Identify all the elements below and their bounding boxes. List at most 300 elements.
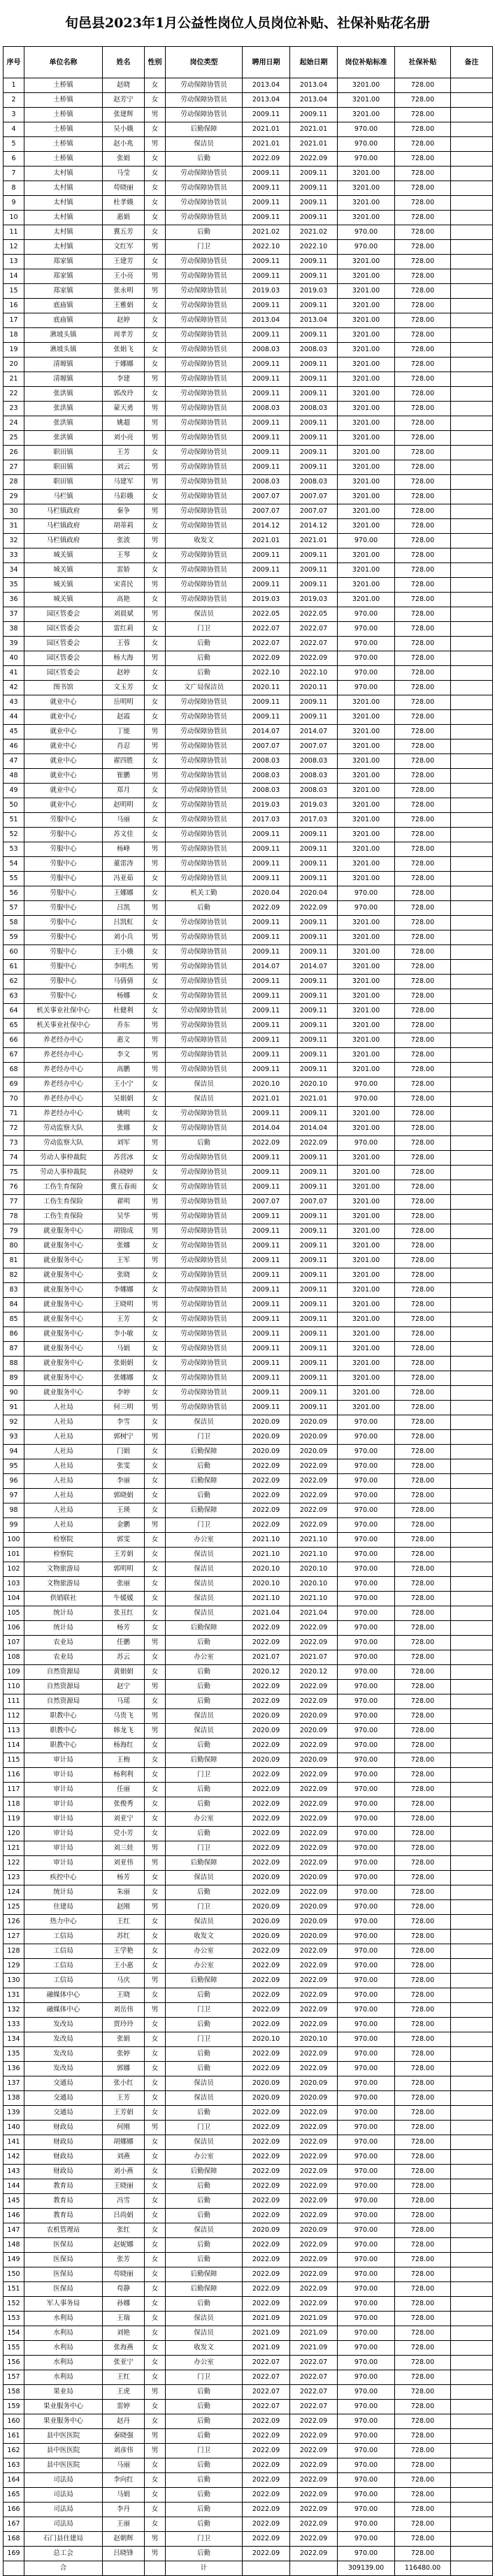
cell-name: 刘亚伟 bbox=[103, 1856, 145, 1871]
table-row bbox=[3, 1268, 493, 1283]
cell-start-date: 2009.11 bbox=[290, 196, 338, 211]
cell-remark bbox=[451, 1224, 493, 1239]
cell-post-type: 劳动保障协管员 bbox=[166, 1283, 243, 1298]
cell-name: 李文 bbox=[103, 1048, 145, 1063]
cell-subsidy: 970.00 bbox=[338, 2370, 395, 2385]
cell-remark bbox=[451, 622, 493, 637]
cell-gender: 男 bbox=[145, 2385, 166, 2400]
cell-remark bbox=[451, 1430, 493, 1445]
table-row bbox=[3, 2473, 493, 2488]
cell-name: 马莹 bbox=[103, 167, 145, 181]
cell-subsidy: 3201.00 bbox=[338, 1254, 395, 1268]
table-row bbox=[3, 1445, 493, 1459]
cell-name: 王小娥 bbox=[103, 945, 145, 960]
cell-social: 728.00 bbox=[395, 372, 451, 387]
cell-gender: 女 bbox=[145, 2517, 166, 2532]
table-row bbox=[3, 1694, 493, 1709]
cell-index: 20 bbox=[3, 358, 24, 372]
cell-index: 14 bbox=[3, 269, 24, 284]
cell-name: 雷娇 bbox=[103, 563, 145, 578]
cell-name: 崔鹏 bbox=[103, 769, 145, 784]
cell-name: 张红 bbox=[103, 2223, 145, 2238]
cell-remark bbox=[451, 1562, 493, 1577]
cell-social: 728.00 bbox=[395, 240, 451, 255]
cell-remark bbox=[451, 1342, 493, 1357]
table-row bbox=[3, 1107, 493, 1121]
cell-unit: 就业服务中心 bbox=[24, 1327, 103, 1342]
cell-unit: 审计局 bbox=[24, 1827, 103, 1841]
cell-hire-date: 2020.09 bbox=[243, 1871, 290, 1885]
cell-remark bbox=[451, 2150, 493, 2165]
cell-start-date: 2007.07 bbox=[290, 739, 338, 754]
cell-gender: 女 bbox=[145, 637, 166, 651]
cell-start-date: 2022.09 bbox=[290, 1136, 338, 1151]
cell-subsidy: 3201.00 bbox=[338, 519, 395, 534]
cell-hire-date: 2022.10 bbox=[243, 240, 290, 255]
cell-name: 李明杰 bbox=[103, 960, 145, 975]
cell-remark bbox=[451, 1518, 493, 1533]
cell-subsidy: 970.00 bbox=[338, 1739, 395, 1753]
table-row bbox=[3, 872, 493, 886]
cell-gender: 男 bbox=[145, 2547, 166, 2561]
cell-gender: 男 bbox=[145, 108, 166, 122]
cell-post-type: 劳动保障协管员 bbox=[166, 710, 243, 725]
cell-hire-date: 2022.09 bbox=[243, 2473, 290, 2488]
cell-remark bbox=[451, 607, 493, 622]
cell-index: 12 bbox=[3, 240, 24, 255]
cell-remark bbox=[451, 886, 493, 901]
cell-index: 6 bbox=[3, 152, 24, 167]
cell-name: 惠文 bbox=[103, 1033, 145, 1048]
cell-gender: 女 bbox=[145, 2458, 166, 2473]
cell-remark bbox=[451, 196, 493, 211]
cell-hire-date: 2022.09 bbox=[243, 1621, 290, 1636]
cell-hire-date: 2009.11 bbox=[243, 578, 290, 593]
cell-subsidy: 3201.00 bbox=[338, 1107, 395, 1121]
cell-post-type: 后勤 bbox=[166, 637, 243, 651]
cell-unit: 太村镇 bbox=[24, 196, 103, 211]
cell-hire-date: 2022.09 bbox=[243, 2503, 290, 2517]
table-row bbox=[3, 1489, 493, 1503]
cell-remark bbox=[451, 1371, 493, 1386]
cell-subsidy: 3201.00 bbox=[338, 710, 395, 725]
cell-unit: 交通局 bbox=[24, 2106, 103, 2121]
cell-remark bbox=[451, 460, 493, 475]
cell-index: 147 bbox=[3, 2223, 24, 2238]
cell-remark bbox=[451, 78, 493, 93]
cell-start-date: 2013.04 bbox=[290, 78, 338, 93]
cell-start-date: 2009.11 bbox=[290, 1401, 338, 1415]
cell-hire-date: 2009.11 bbox=[243, 416, 290, 431]
cell-name: 杨海红 bbox=[103, 1739, 145, 1753]
cell-post-type: 保洁员 bbox=[166, 1415, 243, 1430]
cell-remark bbox=[451, 930, 493, 945]
cell-subsidy: 970.00 bbox=[338, 2400, 395, 2414]
cell-name: 刘小兵 bbox=[103, 930, 145, 945]
cell-post-type: 后勤 bbox=[166, 651, 243, 666]
cell-social: 728.00 bbox=[395, 1357, 451, 1371]
cell-start-date: 2009.11 bbox=[290, 1327, 338, 1342]
cell-start-date: 2022.09 bbox=[290, 2444, 338, 2458]
cell-post-type: 保洁员 bbox=[166, 2312, 243, 2326]
cell-post-type: 保洁员 bbox=[166, 1871, 243, 1885]
cell-start-date: 2020.09 bbox=[290, 1445, 338, 1459]
cell-remark bbox=[451, 1548, 493, 1562]
cell-remark bbox=[451, 1503, 493, 1518]
cell-name: 张海燕 bbox=[103, 2341, 145, 2356]
cell-subsidy: 3201.00 bbox=[338, 754, 395, 769]
table-row bbox=[3, 1944, 493, 1959]
cell-social: 728.00 bbox=[395, 1548, 451, 1562]
cell-social: 728.00 bbox=[395, 1988, 451, 2003]
cell-remark bbox=[451, 2047, 493, 2062]
table-row bbox=[3, 152, 493, 167]
cell-post-type: 劳动保障协管员 bbox=[166, 446, 243, 460]
cell-gender: 女 bbox=[145, 1151, 166, 1166]
cell-start-date: 2009.11 bbox=[290, 1386, 338, 1401]
cell-index: 89 bbox=[3, 1371, 24, 1386]
cell-start-date: 2022.07 bbox=[290, 2385, 338, 2400]
cell-gender: 男 bbox=[145, 930, 166, 945]
cell-name: 刘燕 bbox=[103, 2150, 145, 2165]
cell-start-date: 2009.11 bbox=[290, 1342, 338, 1357]
cell-gender: 女 bbox=[145, 78, 166, 93]
cell-gender: 女 bbox=[145, 2032, 166, 2047]
cell-remark bbox=[451, 637, 493, 651]
cell-post-type: 后勤 bbox=[166, 1489, 243, 1503]
cell-hire-date: 2009.11 bbox=[243, 1312, 290, 1327]
cell-gender: 女 bbox=[145, 2312, 166, 2326]
cell-start-date: 2020.09 bbox=[290, 1915, 338, 1930]
cell-remark bbox=[451, 1386, 493, 1401]
cell-social: 728.00 bbox=[395, 1077, 451, 1092]
cell-social: 728.00 bbox=[395, 416, 451, 431]
cell-gender: 男 bbox=[145, 1401, 166, 1415]
cell-social: 728.00 bbox=[395, 78, 451, 93]
cell-gender: 女 bbox=[145, 1562, 166, 1577]
cell-name: 雷红莉 bbox=[103, 622, 145, 637]
cell-start-date: 2013.04 bbox=[290, 93, 338, 108]
cell-unit: 就业中心 bbox=[24, 725, 103, 739]
cell-social: 728.00 bbox=[395, 504, 451, 519]
cell-social: 728.00 bbox=[395, 1812, 451, 1827]
col-header-social: 社保补贴 bbox=[395, 47, 451, 78]
cell-unit: 融媒体中心 bbox=[24, 2003, 103, 2018]
cell-unit: 人社局 bbox=[24, 1503, 103, 1518]
cell-unit: 人社局 bbox=[24, 1430, 103, 1445]
cell-post-type: 后勤 bbox=[166, 1988, 243, 2003]
cell-start-date: 2007.07 bbox=[290, 1195, 338, 1210]
cell-remark bbox=[451, 2032, 493, 2047]
cell-remark bbox=[451, 1077, 493, 1092]
cell-gender: 女 bbox=[145, 167, 166, 181]
cell-remark bbox=[451, 358, 493, 372]
cell-post-type: 劳动保障协管员 bbox=[166, 828, 243, 842]
cell-remark bbox=[451, 1166, 493, 1180]
cell-remark bbox=[451, 181, 493, 196]
cell-gender: 女 bbox=[145, 872, 166, 886]
cell-post-type: 劳动保障协管员 bbox=[166, 1386, 243, 1401]
table-row bbox=[3, 2209, 493, 2223]
cell-index: 90 bbox=[3, 1386, 24, 1401]
cell-unit: 园区管委会 bbox=[24, 651, 103, 666]
table-row bbox=[3, 1562, 493, 1577]
cell-start-date: 2022.09 bbox=[290, 2414, 338, 2429]
cell-remark bbox=[451, 2297, 493, 2312]
cell-subsidy: 3201.00 bbox=[338, 78, 395, 93]
cell-name: 刘云 bbox=[103, 460, 145, 475]
table-row bbox=[3, 2488, 493, 2503]
cell-gender: 女 bbox=[145, 343, 166, 358]
cell-social: 728.00 bbox=[395, 1900, 451, 1915]
cell-hire-date: 2022.09 bbox=[243, 1959, 290, 1974]
cell-unit: 机关事业社保中心 bbox=[24, 1004, 103, 1019]
table-row bbox=[3, 196, 493, 211]
cell-social: 728.00 bbox=[395, 1665, 451, 1680]
cell-social: 728.00 bbox=[395, 2018, 451, 2032]
cell-subsidy: 970.00 bbox=[338, 2135, 395, 2150]
cell-post-type: 劳动保障协管员 bbox=[166, 842, 243, 857]
cell-post-type: 后勤保障 bbox=[166, 1856, 243, 1871]
cell-post-type: 劳动保障协管员 bbox=[166, 725, 243, 739]
cell-social: 728.00 bbox=[395, 2062, 451, 2076]
cell-start-date: 2022.09 bbox=[290, 901, 338, 916]
cell-post-type: 劳动保障协管员 bbox=[166, 1254, 243, 1268]
cell-subsidy: 970.00 bbox=[338, 2018, 395, 2032]
cell-name: 郭娜 bbox=[103, 2062, 145, 2076]
cell-post-type: 保洁员 bbox=[166, 137, 243, 152]
cell-subsidy: 970.00 bbox=[338, 622, 395, 637]
cell-hire-date: 2022.09 bbox=[243, 2458, 290, 2473]
cell-index: 23 bbox=[3, 402, 24, 416]
cell-index: 105 bbox=[3, 1606, 24, 1621]
cell-hire-date: 2022.09 bbox=[243, 1694, 290, 1709]
cell-social: 728.00 bbox=[395, 2488, 451, 2503]
cell-hire-date: 2022.09 bbox=[243, 1680, 290, 1694]
cell-social: 728.00 bbox=[395, 1606, 451, 1621]
cell-hire-date: 2022.09 bbox=[243, 1797, 290, 1812]
cell-start-date: 2009.11 bbox=[290, 446, 338, 460]
table-row bbox=[3, 1503, 493, 1518]
cell-index: 31 bbox=[3, 519, 24, 534]
cell-post-type: 劳动保障协管员 bbox=[166, 945, 243, 960]
cell-hire-date: 2021.01 bbox=[243, 1092, 290, 1107]
cell-start-date: 2014.12 bbox=[290, 519, 338, 534]
cell-index: 154 bbox=[3, 2326, 24, 2341]
cell-post-type: 门卫 bbox=[166, 1900, 243, 1915]
cell-hire-date: 2022.09 bbox=[243, 1974, 290, 1988]
cell-hire-date: 2008.03 bbox=[243, 475, 290, 490]
cell-remark bbox=[451, 1739, 493, 1753]
cell-unit: 土桥镇 bbox=[24, 137, 103, 152]
cell-index: 78 bbox=[3, 1210, 24, 1224]
cell-index: 129 bbox=[3, 1959, 24, 1974]
cell-unit: 图书馆 bbox=[24, 681, 103, 695]
cell-name: 张娟 bbox=[103, 2032, 145, 2047]
cell-hire-date: 2009.11 bbox=[243, 710, 290, 725]
cell-subsidy: 3201.00 bbox=[338, 739, 395, 754]
cell-unit: 总工会 bbox=[24, 2547, 103, 2561]
cell-gender: 女 bbox=[145, 1930, 166, 1944]
cell-gender: 女 bbox=[145, 2135, 166, 2150]
cell-post-type: 劳动保障协管员 bbox=[166, 813, 243, 828]
cell-hire-date: 2022.09 bbox=[243, 2106, 290, 2121]
cell-remark bbox=[451, 1871, 493, 1885]
cell-hire-date: 2022.09 bbox=[243, 2297, 290, 2312]
cell-remark bbox=[451, 1048, 493, 1063]
cell-name: 冯雪 bbox=[103, 2194, 145, 2209]
cell-remark bbox=[451, 1650, 493, 1665]
cell-name: 吴华 bbox=[103, 1210, 145, 1224]
cell-subsidy: 3201.00 bbox=[338, 1166, 395, 1180]
cell-start-date: 2009.11 bbox=[290, 431, 338, 446]
cell-name: 刘小燕 bbox=[103, 2165, 145, 2179]
cell-social: 728.00 bbox=[395, 255, 451, 269]
cell-unit: 太村镇 bbox=[24, 181, 103, 196]
cell-index: 74 bbox=[3, 1151, 24, 1166]
cell-post-type: 收发文 bbox=[166, 534, 243, 549]
total-row bbox=[3, 2561, 493, 2576]
cell-gender: 男 bbox=[145, 534, 166, 549]
cell-gender: 男 bbox=[145, 475, 166, 490]
cell-gender: 女 bbox=[145, 1665, 166, 1680]
cell-post-type: 后勤 bbox=[166, 1739, 243, 1753]
cell-name: 李建 bbox=[103, 372, 145, 387]
cell-hire-date: 2022.09 bbox=[243, 1856, 290, 1871]
cell-unit: 水利局 bbox=[24, 2312, 103, 2326]
cell-hire-date: 2007.07 bbox=[243, 1195, 290, 1210]
cell-gender: 女 bbox=[145, 446, 166, 460]
cell-start-date: 2022.05 bbox=[290, 607, 338, 622]
cell-index: 75 bbox=[3, 1166, 24, 1180]
cell-index: 36 bbox=[3, 593, 24, 607]
cell-start-date: 2009.11 bbox=[290, 916, 338, 930]
cell-post-type: 劳动保障协管员 bbox=[166, 78, 243, 93]
cell-unit: 工信局 bbox=[24, 1959, 103, 1974]
table-row bbox=[3, 2121, 493, 2135]
cell-hire-date: 2013.04 bbox=[243, 313, 290, 328]
cell-name: 刘军 bbox=[103, 1136, 145, 1151]
cell-start-date: 2009.11 bbox=[290, 167, 338, 181]
cell-subsidy: 970.00 bbox=[338, 901, 395, 916]
cell-index: 126 bbox=[3, 1915, 24, 1930]
cell-name: 王建芳 bbox=[103, 255, 145, 269]
cell-unit: 郑家镇 bbox=[24, 284, 103, 299]
cell-subsidy: 3201.00 bbox=[338, 328, 395, 343]
cell-start-date: 2007.07 bbox=[290, 504, 338, 519]
cell-unit: 劳服中心 bbox=[24, 886, 103, 901]
cell-unit: 城关镇 bbox=[24, 549, 103, 563]
cell-index: 139 bbox=[3, 2106, 24, 2121]
cell-name: 赵芳宁 bbox=[103, 93, 145, 108]
cell-subsidy: 970.00 bbox=[338, 1606, 395, 1621]
cell-unit: 工信局 bbox=[24, 1974, 103, 1988]
cell-index: 116 bbox=[3, 1768, 24, 1783]
cell-start-date: 2009.11 bbox=[290, 1224, 338, 1239]
cell-social: 728.00 bbox=[395, 1136, 451, 1151]
cell-unit: 就业中心 bbox=[24, 695, 103, 710]
cell-index: 77 bbox=[3, 1195, 24, 1210]
cell-subsidy: 970.00 bbox=[338, 1474, 395, 1489]
cell-unit: 人社局 bbox=[24, 1489, 103, 1503]
cell-hire-date: 2021.10 bbox=[243, 1533, 290, 1548]
cell-hire-date: 2009.11 bbox=[243, 1019, 290, 1033]
cell-remark bbox=[451, 563, 493, 578]
cell-hire-date: 2009.11 bbox=[243, 358, 290, 372]
cell-subsidy: 970.00 bbox=[338, 240, 395, 255]
cell-social: 728.00 bbox=[395, 122, 451, 137]
cell-remark bbox=[451, 960, 493, 975]
cell-index: 106 bbox=[3, 1621, 24, 1636]
table-row bbox=[3, 1709, 493, 1724]
cell-hire-date: 2020.09 bbox=[243, 1724, 290, 1739]
cell-index: 82 bbox=[3, 1268, 24, 1283]
cell-post-type: 门卫 bbox=[166, 1430, 243, 1445]
cell-social: 728.00 bbox=[395, 1342, 451, 1357]
cell-subsidy: 970.00 bbox=[338, 1092, 395, 1107]
cell-hire-date: 2009.11 bbox=[243, 372, 290, 387]
cell-social: 728.00 bbox=[395, 695, 451, 710]
cell-name: 孙娜 bbox=[103, 2297, 145, 2312]
cell-unit: 职田镇 bbox=[24, 475, 103, 490]
cell-start-date: 2022.09 bbox=[290, 1885, 338, 1900]
table-row bbox=[3, 2370, 493, 2385]
cell-remark bbox=[451, 1768, 493, 1783]
cell-gender: 男 bbox=[145, 2444, 166, 2458]
cell-name: 刘彦伟 bbox=[103, 2444, 145, 2458]
cell-start-date: 2009.11 bbox=[290, 1048, 338, 1063]
cell-index: 161 bbox=[3, 2429, 24, 2444]
cell-hire-date: 2022.09 bbox=[243, 1783, 290, 1797]
cell-post-type: 后勤保障 bbox=[166, 2267, 243, 2282]
cell-social: 728.00 bbox=[395, 2003, 451, 2018]
cell-unit: 职教中心 bbox=[24, 1724, 103, 1739]
cell-gender: 男 bbox=[145, 769, 166, 784]
table-row bbox=[3, 2385, 493, 2400]
cell-remark bbox=[451, 1004, 493, 1019]
cell-name: 刘晨斌 bbox=[103, 607, 145, 622]
cell-post-type: 保洁员 bbox=[166, 2091, 243, 2106]
cell-unit: 就业服务中心 bbox=[24, 1239, 103, 1254]
cell-remark bbox=[451, 2282, 493, 2297]
cell-index: 128 bbox=[3, 1944, 24, 1959]
table-row bbox=[3, 1415, 493, 1430]
cell-name: 姚明 bbox=[103, 1107, 145, 1121]
cell-social: 728.00 bbox=[395, 431, 451, 446]
cell-hire-date: 2022.09 bbox=[243, 1474, 290, 1489]
cell-hire-date: 2022.09 bbox=[243, 1489, 290, 1503]
cell-name: 赵丹 bbox=[103, 2414, 145, 2429]
cell-gender: 女 bbox=[145, 1357, 166, 1371]
cell-hire-date: 2022.09 bbox=[243, 2517, 290, 2532]
cell-index: 50 bbox=[3, 798, 24, 813]
cell-unit: 就业服务中心 bbox=[24, 1342, 103, 1357]
table-row bbox=[3, 563, 493, 578]
cell-hire-date: 2009.11 bbox=[243, 255, 290, 269]
table-row bbox=[3, 181, 493, 196]
cell-social: 728.00 bbox=[395, 211, 451, 225]
cell-start-date: 2022.09 bbox=[290, 2473, 338, 2488]
cell-gender: 男 bbox=[145, 2532, 166, 2547]
cell-unit: 就业中心 bbox=[24, 798, 103, 813]
cell-hire-date: 2022.09 bbox=[243, 2238, 290, 2253]
cell-post-type: 劳动保障协管员 bbox=[166, 431, 243, 446]
cell-start-date: 2022.09 bbox=[290, 2047, 338, 2062]
cell-hire-date: 2009.11 bbox=[243, 1004, 290, 1019]
table-row bbox=[3, 1312, 493, 1327]
table-row bbox=[3, 1959, 493, 1974]
cell-start-date: 2009.11 bbox=[290, 578, 338, 593]
